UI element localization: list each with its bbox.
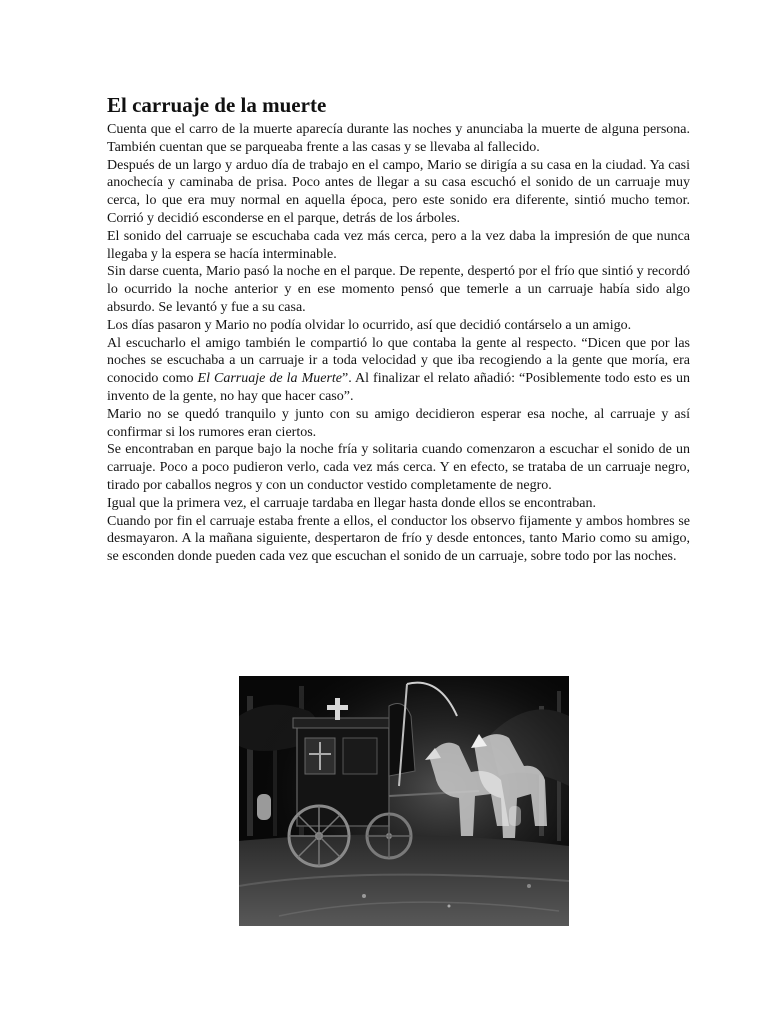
paragraph-7: Mario no se quedó tranquilo y junto con su amigo decidieron esperar esa noche, al carruaje y así confirmar si los rumores eran ciertos. — [107, 406, 690, 440]
horse-drawn-carriage-photo — [239, 676, 569, 926]
paragraph-6-italic: El Carruaje de la Muerte — [197, 371, 343, 387]
paragraph-3: El sonido del carruaje se escuchaba cada vez más cerca, pero a la vez daba la impresión de que nunca llegaba y la espera se hacía interminable. — [107, 228, 690, 262]
paragraph-6-end: ”. Al finalizar el relato añadió: “Posiblemente todo esto es un invento de la gente, no hay que hacer caso”. — [107, 371, 690, 404]
paragraph-4: Sin darse cuenta, Mario pasó la noche en el parque. De repente, despertó por el frío que sintió y recordó lo ocurrido la noche anterior y en ese momento pensó que temerle a un carruaje había sido algo absurdo. Se levantó y fue a su casa. — [107, 264, 690, 315]
paragraph-5: Los días pasaron y Mario no podía olvidar lo ocurrido, así que decidió contárselo a un amigo. — [107, 317, 632, 333]
document-title: El carruaje de la muerte — [107, 93, 327, 117]
paragraph-6-start: Al escucharlo el amigo también le compartió lo que contaba la gente al respecto. “Dicen que por las noches se escuchaba a un carruaje ir a toda velocidad y que iba recogiendo a la gente que moría, era conocido como — [107, 335, 690, 387]
document-page — [107, 93, 690, 566]
carriage-illustration — [239, 676, 569, 926]
paragraph-8: Se encontraban en parque bajo la noche fría y solitaria cuando comenzaron a escuchar el sonido de un carruaje. Poco a poco pudieron verlo, cada vez más cerca. Y en efecto, se trataba de un carruaje negro, tirado por caballos negros y con un conductor vestido completamente de negro. — [107, 442, 690, 493]
paragraph-9: Igual que la primera vez, el carruaje tardaba en llegar hasta donde ellos se encontraban. — [107, 495, 596, 511]
paragraph-10: Cuando por fin el carruaje estaba frente a ellos, el conductor los observo fijamente y ambos hombres se desmayaron. A la mañana siguiente, despertaron de frío y desde entonces, tanto Mario como su amigo, se esconden donde pueden cada vez que escuchan el sonido de un carruaje, sobre todo por las noches. — [107, 513, 690, 565]
paragraph-2: Después de un largo y arduo día de trabajo en el campo, Mario se dirigía a su casa en la ciudad. Ya casi anochecía y caminaba de prisa. Poco antes de llegar a su casa escuchó el sonido de un carruaje muy cerca, lo que era muy normal en aquella época, pero este sonido era diferente, sintió mucho temor. Corrió y decidió esconderse en el parque, detrás de los árboles. — [107, 157, 690, 226]
paragraph-1: Cuenta que el carro de la muerte aparecía durante las noches y anunciaba la muerte de alguna persona. También cuentan que se parqueaba frente a las casas y se llevaba al fallecido. — [107, 122, 690, 155]
paragraph-6 — [107, 335, 690, 406]
